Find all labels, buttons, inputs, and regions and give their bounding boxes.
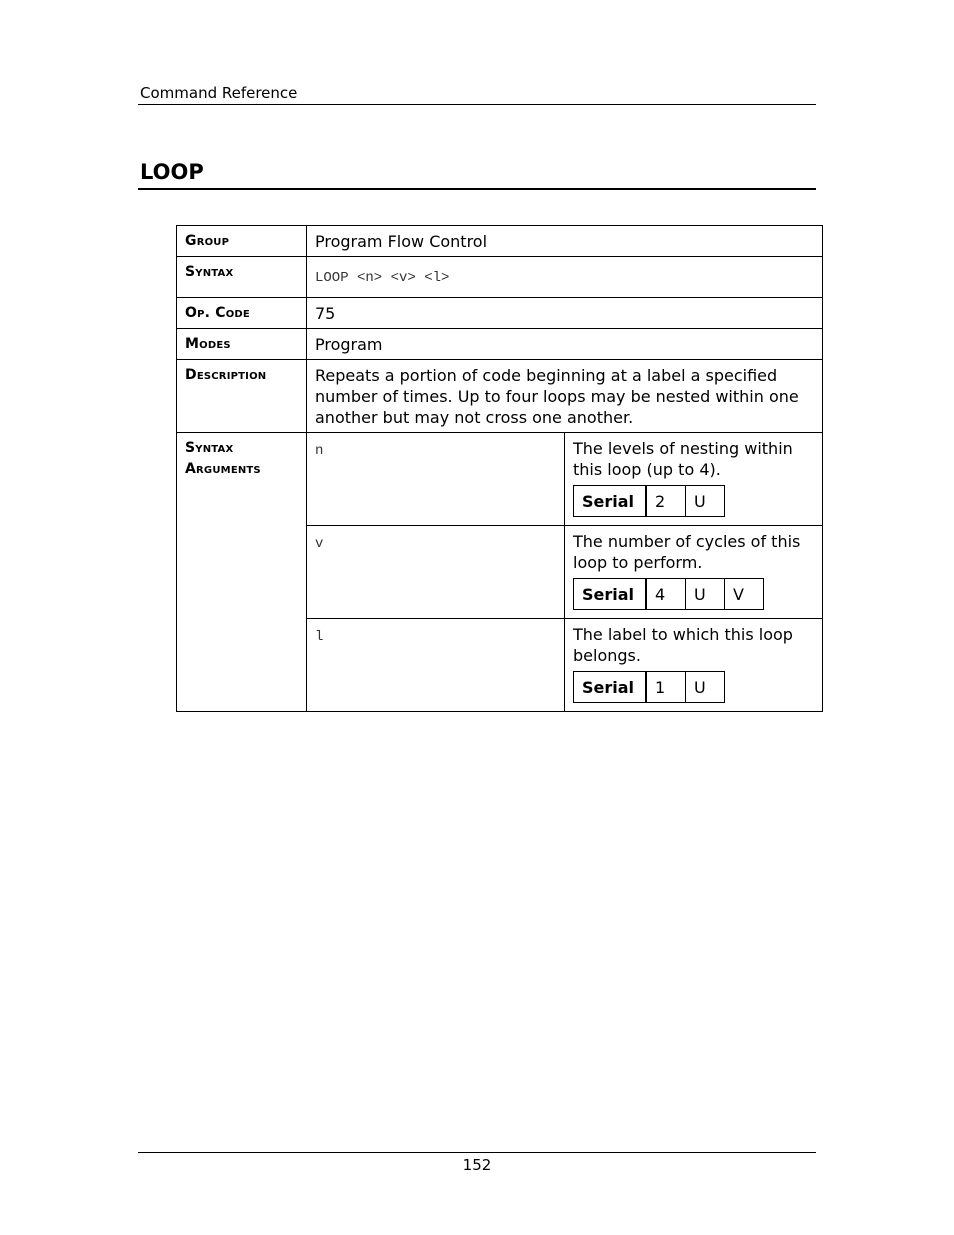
page-number: 152 — [462, 1156, 492, 1174]
group-value: Program Flow Control — [307, 226, 823, 257]
modes-value: Program — [307, 329, 823, 360]
serial-label: Serial — [574, 579, 647, 610]
row-syntax-arguments — [177, 433, 823, 526]
syntax-value: LOOP <n> <v> <l> — [315, 270, 450, 286]
serial-cell: U — [686, 672, 725, 703]
serial-cell: V — [725, 579, 764, 610]
opcode-value: 75 — [307, 298, 823, 329]
arg-cell-n — [565, 433, 823, 526]
serial-cell: U — [686, 486, 725, 517]
syntax-arguments-label — [177, 433, 307, 712]
arg-name-l: l — [315, 629, 324, 645]
description-label: Description — [177, 360, 307, 433]
running-header: Command Reference — [140, 84, 298, 102]
title-divider — [138, 188, 816, 190]
header-divider — [138, 104, 816, 105]
arg-name-v: v — [315, 536, 324, 552]
serial-cell: 4 — [646, 579, 686, 610]
arg-desc-l: The label to which this loop belongs. — [573, 625, 793, 665]
footer-divider — [138, 1152, 816, 1153]
row-description — [177, 360, 823, 433]
serial-table-l — [573, 671, 725, 703]
arg-cell-l — [565, 619, 823, 712]
description-value: Repeats a portion of code beginning at a label a specified number of times. Up to four loops may be nested within one another but may not cross one another. — [307, 360, 823, 433]
command-table — [176, 225, 823, 712]
syntax-arguments-label-line1: Syntax — [185, 440, 234, 456]
serial-cell: 2 — [646, 486, 686, 517]
modes-label: Modes — [177, 329, 307, 360]
row-opcode — [177, 298, 823, 329]
arg-name-n: n — [315, 443, 324, 459]
row-syntax — [177, 257, 823, 298]
arg-desc-n: The levels of nesting within this loop (up to 4). — [573, 439, 793, 479]
syntax-arguments-label-line2: Arguments — [185, 461, 261, 477]
serial-table-n — [573, 485, 725, 517]
page-title: LOOP — [140, 160, 204, 184]
arg-desc-v: The number of cycles of this loop to perform. — [573, 532, 801, 572]
group-label: Group — [177, 226, 307, 257]
serial-label: Serial — [574, 672, 647, 703]
opcode-label: Op. Code — [177, 298, 307, 329]
serial-label: Serial — [574, 486, 647, 517]
serial-cell: U — [686, 579, 725, 610]
row-group — [177, 226, 823, 257]
serial-table-v — [573, 578, 764, 610]
serial-cell: 1 — [646, 672, 686, 703]
arg-cell-v — [565, 526, 823, 619]
row-modes — [177, 329, 823, 360]
syntax-label: Syntax — [177, 257, 307, 298]
